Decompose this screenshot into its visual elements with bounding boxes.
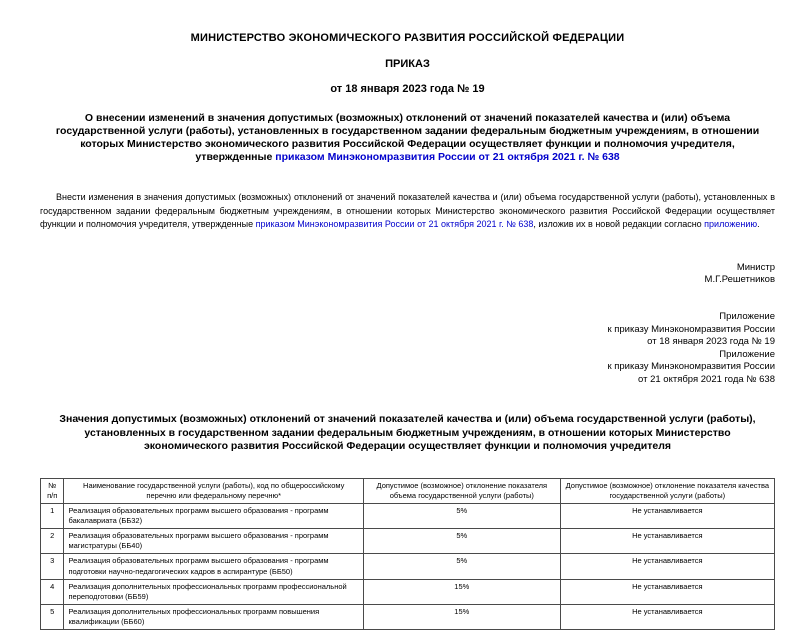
appendix-title: Значения допустимых (возможных) отклонений от значений показателей качества и (или) объема государственной услуги (работы), установленных в государственном задании федеральным бюджетным учреждениям, в отношении которых Министерство экономического развития Российской Федерации осуществляет функции и полномочия учредителя — [59, 413, 756, 453]
table-header-row — [41, 478, 775, 503]
row-number: 4 — [41, 579, 64, 604]
body-text-1: Внести изменения в значения допустимых (возможных) отклонений от значений показателей качества и (или) объема государственной услуги (работы), установленных в государственном задании федеральным бюджетным учреждениям, в отношении которых Министерство экономического развития Российской Федерации осуществляет функции и полномочия учредителя, утвержденные — [40, 192, 775, 230]
row-number: 1 — [41, 503, 64, 528]
body-text-3: . — [757, 219, 760, 230]
service-name: Реализация образовательных программ высшего образования - программ бакалавриата (ББ32) — [64, 503, 363, 528]
document-title-text: О внесении изменений в значения допустимых (возможных) отклонений от значений показателей качества и (или) объема государственной услуги (работы), установленных в государственном задании федеральным бюджетным учреждениям, в отношении которых Министерство экономического развития Российской Федерации осуществляет функции и полномочия учредителя, утвержденные — [55, 112, 760, 164]
order-638-body-link[interactable]: приказом Минэкономразвития России от 21 октября 2021 г. № 638 — [255, 219, 534, 230]
quality-deviation: Не устанавливается — [560, 529, 774, 554]
minister-name: М.Г.Решетников — [704, 274, 775, 286]
quality-deviation: Не устанавливается — [560, 604, 774, 629]
appendix-line: к приказу Минэкономразвития России — [607, 323, 775, 335]
table-row — [41, 579, 775, 604]
volume-deviation: 15% — [363, 579, 560, 604]
order-body-paragraph — [40, 191, 775, 232]
volume-deviation: 5% — [363, 503, 560, 528]
quality-deviation: Не устанавливается — [560, 579, 774, 604]
appendix-line: к приказу Минэкономразвития России — [607, 361, 775, 373]
ministry-header: МИНИСТЕРСТВО ЭКОНОМИЧЕСКОГО РАЗВИТИЯ РОССИЙСКОЙ ФЕДЕРАЦИИ — [190, 32, 625, 44]
table-row — [41, 604, 775, 629]
quality-deviation: Не устанавливается — [560, 554, 774, 579]
service-name: Реализация дополнительных профессиональных программ повышения квалификации (ББ60) — [64, 604, 363, 629]
appendix-line: от 18 января 2023 года № 19 — [647, 336, 775, 348]
table-row — [41, 503, 775, 528]
minister-title: Министр — [736, 261, 775, 273]
row-number: 3 — [41, 554, 64, 579]
table-row — [41, 529, 775, 554]
volume-deviation: 15% — [363, 604, 560, 629]
body-text-2: , изложив их в новой редакции согласно — [533, 219, 705, 230]
volume-deviation: 5% — [363, 529, 560, 554]
order-word: ПРИКАЗ — [385, 58, 430, 70]
appendix-line: Приложение — [719, 348, 775, 360]
service-name: Реализация образовательных программ высшего образования - программ магистратуры (ББ40) — [64, 529, 363, 554]
col-header-volume-deviation: Допустимое (возможное) отклонение показателя объема государственной услуги (работы) — [363, 478, 560, 503]
col-header-service-name: Наименование государственной услуги (работы), код по общероссийскому перечню или федеральному перечню* — [64, 478, 363, 503]
service-name: Реализация дополнительных профессиональных программ профессиональной переподготовки (ББ59) — [64, 579, 363, 604]
order-638-link[interactable]: приказом Минэкономразвития России от 21 октября 2021 г. № 638 — [275, 151, 620, 164]
quality-deviation: Не устанавливается — [560, 503, 774, 528]
row-number: 2 — [41, 529, 64, 554]
document-title — [44, 112, 772, 164]
service-name: Реализация образовательных программ высшего образования - программ подготовки научно-педагогических кадров в аспирантуре (ББ50) — [64, 554, 363, 579]
table-row — [41, 554, 775, 579]
appendix-line: Приложение — [719, 311, 775, 323]
row-number: 5 — [41, 604, 64, 629]
col-header-quality-deviation: Допустимое (возможное) отклонение показателя качества государственной услуги (работы) — [560, 478, 774, 503]
signature-block — [40, 262, 775, 288]
volume-deviation: 5% — [363, 554, 560, 579]
deviations-table — [40, 478, 775, 630]
appendix-line: от 21 октября 2021 года № 638 — [638, 373, 775, 385]
attachment-link[interactable]: приложению — [704, 219, 758, 230]
order-date-number: от 18 января 2023 года № 19 — [330, 83, 485, 95]
col-header-number: № п/п — [41, 478, 64, 503]
appendix-reference-block — [40, 311, 775, 386]
